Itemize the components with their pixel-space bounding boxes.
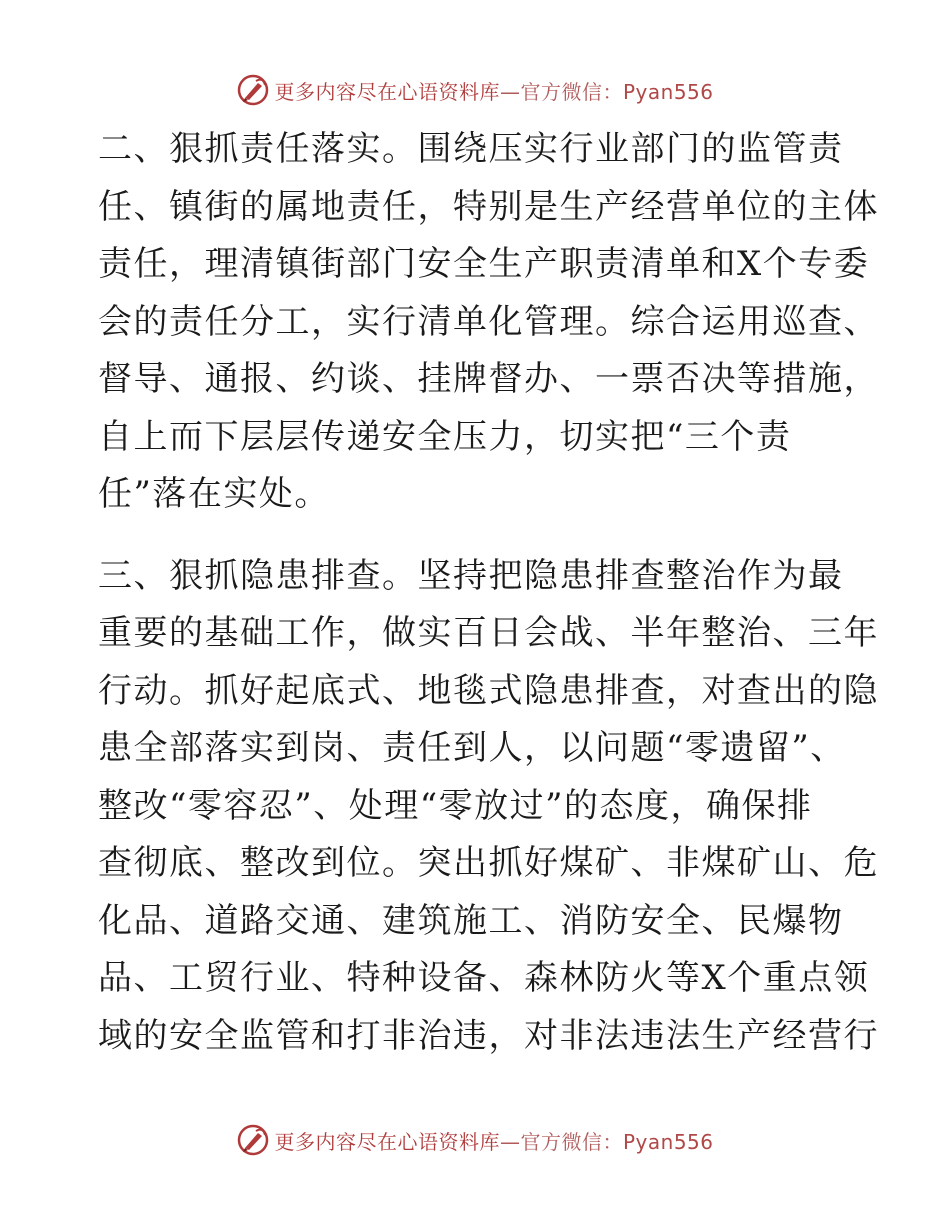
text-line: 行动。抓好起底式、地毯式隐患排查，对查出的隐 <box>98 670 879 711</box>
text-line: 品、工贸行业、特种设备、森林防火等X个重点领 <box>98 958 870 998</box>
text-line: 三、狠抓隐患排查。坚持把隐患排查整治作为最 <box>98 555 844 596</box>
text-line: 任、镇街的属地责任，特别是生产经营单位的主体 <box>98 186 879 227</box>
paragraph-responsibility <box>98 121 879 524</box>
footer-watermark <box>0 1120 950 1160</box>
watermark-account: Pyan556 <box>622 1129 714 1154</box>
watermark-prefix: 更多内容尽在心语资料库 <box>274 79 500 104</box>
watermark-prefix: 更多内容尽在心语资料库 <box>274 1129 500 1154</box>
text-line: 化品、道路交通、建筑施工、消防安全、民爆物 <box>98 900 844 941</box>
text-line: 重要的基础工作，做实百日会战、半年整治、三年 <box>98 613 879 653</box>
text-line: 域的安全监管和打非治违，对非法违法生产经营行 <box>98 1015 879 1056</box>
text-line: 查彻底、整改到位。突出抓好煤矿、非煤矿山、危 <box>98 843 879 883</box>
pen-logo-icon <box>236 73 270 107</box>
text-line: 患全部落实到岗、责任到人，以问题“零遗留”、 <box>98 728 846 768</box>
watermark-separator: —官方微信： <box>499 79 623 104</box>
paragraph-hazard-inspection <box>98 548 879 1066</box>
watermark-account: Pyan556 <box>622 79 714 104</box>
text-line: 整改“零容忍”、处理“零放过”的态度，确保排 <box>98 785 813 826</box>
document-body <box>98 121 879 1065</box>
pen-logo-icon <box>236 1123 270 1157</box>
text-line: 二、狠抓责任落实。围绕压实行业部门的监管责 <box>98 129 844 169</box>
text-line: 责任，理清镇街部门安全生产职责清单和X个专委 <box>98 244 870 284</box>
text-line: 会的责任分工，实行清单化管理。综合运用巡查、 <box>98 301 879 342</box>
header-watermark <box>0 70 950 110</box>
text-line: 任”落在实处。 <box>98 474 330 514</box>
text-line: 自上而下层层传递安全压力，切实把“三个责 <box>98 416 792 457</box>
watermark-separator: —官方微信： <box>499 1129 623 1154</box>
text-line: 督导、通报、约谈、挂牌督办、一票否决等措施， <box>98 359 879 399</box>
